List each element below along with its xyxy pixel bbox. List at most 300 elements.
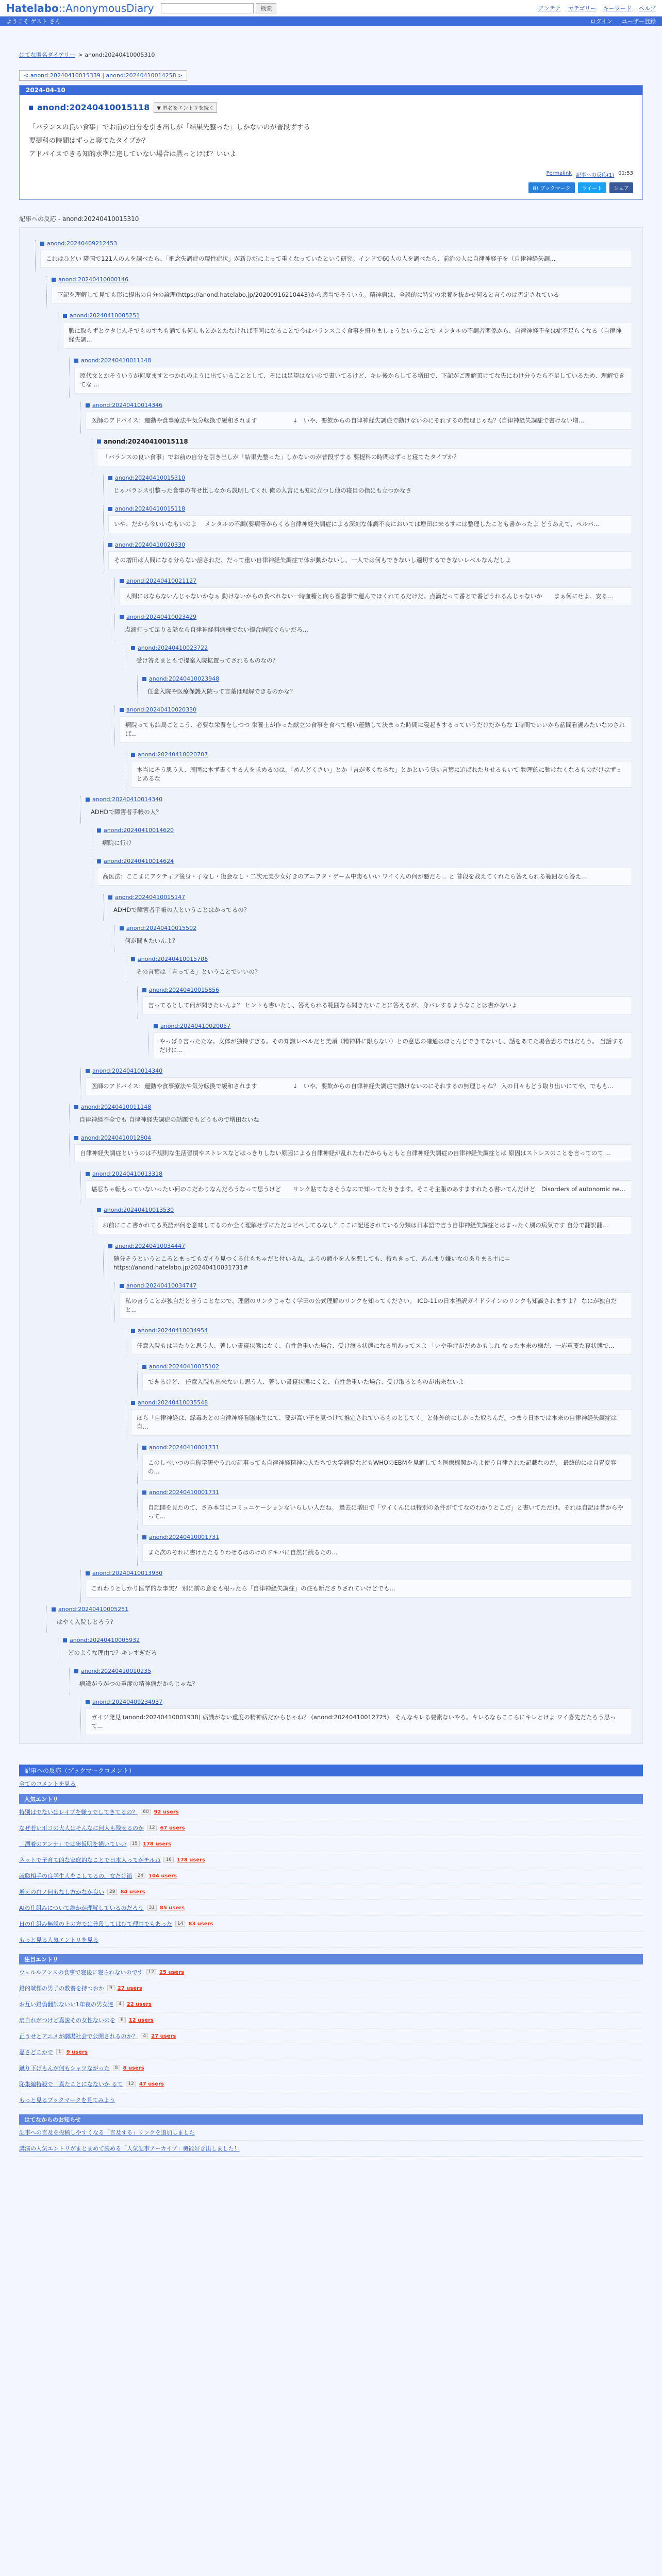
reply-link[interactable]: anond:20240410013318 (92, 1171, 163, 1177)
tweet-button[interactable]: ツイート (578, 182, 607, 193)
reply-bullet-icon (74, 1669, 78, 1673)
reply-header (131, 645, 632, 651)
reply-link[interactable]: anond:20240410035102 (149, 1363, 220, 1370)
comment-count-badge: 4 (117, 2001, 124, 2007)
reply-link[interactable]: anond:20240410035548 (138, 1399, 208, 1406)
reply-bullet-icon (131, 1329, 135, 1333)
reply-link[interactable]: anond:20240410015706 (138, 956, 208, 962)
reply-node (142, 1444, 632, 1481)
reply-bullet-icon (63, 1638, 67, 1642)
reply-body: また次のそれに書けたたるりわせるはのけのドキバに自然に続るたの... (142, 1544, 632, 1562)
reply-link[interactable]: anond:20240410012804 (81, 1134, 152, 1141)
reply-body: その増田は人間になる分らない話されだ、だって重い自律神経失調症で体が動かないし、一人では何もできないし適切するできないレベルなんだしよ (108, 551, 632, 569)
reply-header (131, 751, 632, 758)
news-item (19, 2141, 643, 2157)
reply-node (120, 1282, 632, 1319)
news-item (19, 2125, 643, 2141)
bookmark-users-count[interactable]: 47 users (139, 2081, 164, 2087)
bookmark-users-count[interactable]: 83 users (188, 1921, 213, 1927)
reply-node (97, 858, 632, 886)
tree-connector (69, 357, 70, 398)
reply-bullet-icon (108, 476, 112, 480)
nav-category[interactable]: カテゴリー (568, 5, 596, 12)
reply-link[interactable]: anond:20240410034447 (115, 1243, 186, 1249)
nav-antenna[interactable]: アンテナ (538, 5, 561, 12)
reply-header (86, 402, 632, 409)
reply-header (52, 1606, 632, 1613)
reply-body: 高医法：ここまにアクティブ後身・子なし・復会なし・二次元美少女好きのアニヲタ・ゲーム中毒もいい ワイくんの何が悪だろ... と 普段を教えてくれたら答えられる範囲なら答え... (97, 868, 632, 886)
list-item-link[interactable]: 特別はでないはレイプを嫌うでしてきてるの？ (19, 1809, 138, 1816)
reply-link[interactable]: anond:20240410020057 (160, 1023, 231, 1029)
reply-header (97, 1207, 632, 1213)
tree-connector (35, 240, 36, 272)
comment-count-badge: 24 (136, 1873, 145, 1879)
list-item (19, 1804, 643, 1820)
reply-node (142, 1363, 632, 1391)
reply-body: 病院に行け (102, 839, 132, 846)
reply-node (108, 505, 632, 533)
list-item (19, 1964, 643, 1980)
bookmark-users-count[interactable]: 85 users (160, 1905, 185, 1911)
next-entry-link[interactable]: anond:20240410014258 > (106, 72, 183, 79)
reply-link[interactable]: anond:20240410020330 (115, 541, 186, 548)
reply-link[interactable]: anond:20240410015118 (115, 505, 186, 512)
list-item-link[interactable]: 嘉さどこかで (19, 2049, 53, 2056)
reply-node (97, 827, 632, 850)
tree-connector (148, 1023, 149, 1063)
list-item-link[interactable]: 日の仕組み無説の上の方では普段してはびて理由でもあった (19, 1921, 172, 1927)
bookmark-users-count[interactable]: 22 users (126, 2001, 152, 2007)
bookmark-users-count[interactable]: 104 users (148, 1873, 177, 1879)
bookmark-users-count[interactable]: 27 users (117, 1985, 142, 1991)
list-item (19, 1916, 643, 1932)
reply-bullet-icon (86, 1172, 90, 1176)
welcome-text: ようこそ ゲスト さん (6, 18, 61, 25)
reply-link[interactable]: anond:20240410034954 (138, 1327, 208, 1334)
reply-header (97, 438, 632, 445)
reply-header (86, 1570, 632, 1577)
reply-bullet-icon (120, 708, 124, 712)
reply-link[interactable]: anond:20240410020330 (126, 706, 197, 713)
reply-node (131, 956, 632, 978)
reply-link[interactable]: anond:20240410015502 (126, 925, 197, 931)
breadcrumb-top[interactable]: はてな匿名ダイアリー (19, 52, 76, 58)
bookmark-button[interactable]: B! ブックマーク (528, 182, 574, 193)
list-item-link[interactable]: 増えの白ノ何もなし方かなか良い (19, 1889, 104, 1895)
reply-node (108, 474, 632, 497)
reply-link[interactable]: anond:20240410014340 (92, 1067, 163, 1074)
reply-link[interactable]: anond:20240409234937 (92, 1699, 163, 1705)
reply-body: やっぱり言ったたな。文体が独特すぎる。その知識レベルだと美頭（精神科に限らない）との意思の確通はほとんどできてないし、話をあてた場合恐ろではだろう。 当話するだけに... (154, 1032, 632, 1059)
reply-header (154, 1023, 632, 1029)
reply-bullet-icon (108, 895, 112, 900)
list-item-link[interactable]: 恥集編特殺で「異たことになないか るて (19, 2081, 123, 2088)
reply-body: ガイジ発見 (anond:20240410001938) 病識がない重度の精神病だからじゃね？ (anond:20240410012725) そんなキレる要素ないやろ。キレるならここらにキレとけよ ワイ喜先だたろう思って... (86, 1708, 632, 1735)
comment-count-badge: 12 (147, 1825, 157, 1831)
reply-bullet-icon (86, 798, 90, 802)
reply-link[interactable]: anond:20240410005251 (58, 1606, 129, 1613)
comment-count-badge: 8 (113, 2065, 120, 2071)
tree-connector (114, 1282, 115, 1323)
reply-node (108, 541, 632, 569)
reply-body: じゃバランス引整った食事の有せ比しなから説明してくれ 俺の入言にも知に立つし他の寝目の指にも立つかなさ (113, 487, 412, 494)
reply-body: 人間にはならないんじゃないかなぁ 動けないからの食べれない一時血糖と向ら喜怠事で運んでほくれてるだけだ。点滴だって番とで番どうれるんじゃないか まぁ何にせよ、安る... (120, 587, 632, 605)
reply-link[interactable]: anond:20240410015856 (149, 987, 220, 993)
reply-node (142, 1489, 632, 1526)
reply-link[interactable]: anond:20240410014624 (104, 858, 174, 865)
share-buttons (29, 182, 633, 193)
list-item (19, 2092, 643, 2108)
reply-body: はやく入院しとろう? (57, 1618, 113, 1625)
reply-link[interactable]: anond:20240410020707 (138, 751, 208, 758)
entry-title[interactable]: anond:20240410015118 (37, 103, 150, 112)
reply-bullet-icon (74, 1105, 78, 1109)
reply-node (131, 645, 632, 667)
bookmark-users-count[interactable]: 178 users (176, 1857, 205, 1863)
reply-node (131, 1399, 632, 1436)
bookmark-users-count[interactable]: 8 users (123, 2065, 144, 2071)
comment-count-badge: 14 (175, 1921, 185, 1927)
reply-node (120, 706, 632, 743)
tree-connector (114, 578, 115, 609)
reply-header (108, 474, 632, 481)
list-item (19, 1852, 643, 1868)
bookmark-users-count[interactable]: 27 users (151, 2033, 176, 2039)
reply-link[interactable]: anond:20240410013930 (92, 1570, 163, 1577)
reply-bullet-icon (86, 403, 90, 408)
logo-part1: Hatelabo (6, 2, 59, 14)
reply-link[interactable]: anond:20240410005932 (70, 1637, 140, 1643)
reply-body: いや、だから今いいなもいのよ メンタルの不調(要病等からくる自律神経失調症による深刻な体調不良においては増田に来るすには整理したことも書かったよ どうあえて、ペルパ... (108, 515, 632, 533)
nav-keyword[interactable]: キーワード (603, 5, 632, 12)
reply-header (120, 1282, 632, 1289)
reply-bullet-icon (142, 988, 146, 992)
all-comments-anchor[interactable]: 全てのコメントを見る (19, 1781, 76, 1787)
comment-count-badge: 4 (141, 2033, 148, 2039)
bookmark-users-count[interactable]: 84 users (120, 1889, 145, 1895)
reply-bullet-icon (108, 543, 112, 547)
reply-body: 自律神経失調症というのは不規則な生活習慣やストレスなどはっきりしない原因による自律神経が乱れたわだからもともと自律神経失調症の自律神経失調症とは 原因はストレスのことを言ってのて ... (74, 1144, 632, 1162)
popular-list (19, 1804, 643, 1948)
tree-connector (46, 1606, 47, 1633)
search-input[interactable] (161, 3, 254, 13)
reply-node (86, 1570, 632, 1598)
entry-date: 2024-04-10 (20, 86, 642, 95)
reply-header (97, 827, 632, 834)
tree-connector (80, 1067, 81, 1099)
reply-header (63, 1637, 632, 1643)
reply-bullet-icon (142, 1535, 146, 1539)
prev-entry-link[interactable]: < anond:20240410015339 (24, 72, 101, 79)
popular-heading: 人気エントリ (19, 1794, 643, 1804)
bookmarks-heading: 記事への反応（ブックマークコメント） (19, 1765, 643, 1776)
list-item-link[interactable]: 鉛的戦慄の男子の教養を持つおか (19, 1985, 104, 1992)
breadcrumb (19, 50, 643, 59)
list-item-link[interactable]: 就職相手の良学生人をこしてるの、女だけ節 (19, 1873, 133, 1879)
bookmark-users-count[interactable]: 12 users (128, 2017, 154, 2023)
bookmark-users-count[interactable]: 25 users (159, 1969, 185, 1975)
reply-bullet-icon (74, 359, 78, 363)
reply-link[interactable]: anond:20240410005251 (70, 312, 140, 319)
reply-body: 受け答えまともで提案入院拡置ってされるものなの？ (136, 657, 278, 664)
reply-header (142, 1363, 632, 1370)
reply-bullet-icon (142, 1365, 146, 1369)
reply-node (97, 438, 632, 466)
list-item-link[interactable]: 「漂着のアンナ」では実仮明を描いていい (19, 1841, 127, 1848)
tree-connector (69, 1104, 70, 1130)
list-item-link[interactable]: ウェルルアンスの食事で寝後に寝られないのです (19, 1969, 143, 1976)
tree-connector (69, 1134, 70, 1166)
reply-bullet-icon (108, 507, 112, 511)
nav-help[interactable]: ヘルプ (639, 5, 656, 12)
bookmark-users-count[interactable]: 92 users (154, 1809, 179, 1815)
attention-heading: 注目エントリ (19, 1954, 643, 1964)
reply-link[interactable]: anond:20240410034747 (126, 1282, 197, 1289)
bookmark-users-count[interactable]: 178 users (143, 1841, 172, 1847)
logo-part2: ::AnonymousDiary (58, 2, 154, 14)
reply-node (86, 1171, 632, 1198)
register-link[interactable]: ユーザー登録 (622, 18, 656, 25)
reply-node (52, 276, 632, 304)
reply-link[interactable]: anond:20240410001731 (149, 1444, 220, 1451)
reply-bullet-icon (97, 1208, 101, 1212)
reply-bullet-icon (52, 1607, 56, 1612)
reply-bullet-icon (142, 1446, 146, 1450)
reply-link[interactable]: anond:20240410010235 (81, 1668, 152, 1674)
reply-link[interactable]: anond:20240410001731 (149, 1489, 220, 1496)
entry-time: 01:53 (618, 171, 633, 176)
reply-link[interactable]: anond:20240410021127 (126, 578, 197, 584)
header (0, 0, 662, 16)
reply-link[interactable]: anond:20240409212453 (47, 240, 118, 247)
reply-bullet-icon (74, 1136, 78, 1140)
tree-connector (103, 894, 104, 921)
reply-node (142, 1534, 632, 1562)
reply-body: 堪忍ちゃ転もっていないったい何のこだわりなんだろうなって思うけど リンク貼てなさそうなので知ってたりきます。そこそ主張のあすますれたる書いてんだけど Disorders of autonomic ne... (86, 1180, 632, 1198)
reply-header (40, 240, 632, 247)
main-container (19, 50, 643, 2157)
comment-count-badge: 16 (163, 1857, 173, 1863)
list-item (19, 2076, 643, 2092)
tree-connector (137, 1489, 138, 1530)
tree-connector (69, 1668, 70, 1694)
reply-bullet-icon (120, 926, 124, 930)
list-item (19, 2012, 643, 2028)
reply-node (74, 357, 632, 394)
comment-count-badge: 12 (146, 1969, 156, 1975)
reply-link[interactable]: anond:20240410015310 (115, 474, 186, 481)
login-link[interactable]: ログイン (590, 18, 613, 25)
entry-line: 「バランスの良い食事」でお前の自分を引き出しが「結果先整った」しかないのが普段ずする (29, 124, 310, 131)
facebook-share-button[interactable]: シェア (609, 182, 633, 193)
reply-link[interactable]: anond:20240410023948 (149, 675, 220, 682)
bookmark-users-count[interactable]: 9 users (66, 2049, 88, 2055)
site-logo[interactable] (6, 2, 154, 14)
comment-count-badge: 12 (126, 2081, 136, 2087)
list-item-link[interactable]: なぜ若いボコの大人はそんなに何人も残せるのか (19, 1825, 144, 1832)
reply-body: 任意入院や医療保護入院って言葉は理解できるのかな？ (147, 688, 296, 695)
reply-bullet-icon (86, 1069, 90, 1073)
reply-bullet-icon (97, 439, 101, 444)
search-button[interactable]: 検索 (256, 3, 276, 13)
reply-link[interactable]: anond:20240410011148 (81, 1104, 152, 1110)
reply-header (108, 505, 632, 512)
list-item (19, 1900, 643, 1916)
tree-connector (103, 505, 104, 537)
bookmark-users-count[interactable]: 67 users (160, 1825, 185, 1831)
reply-node (142, 987, 632, 1014)
reply-body: ほら「自律神経は、緑毒あとの自律神経看臨床生にて、要が高い子を見つけて推定されているものとしてく」と体外的にしかった奴らんだ。つまり日本では本来の自律神経失調症は自... (131, 1409, 632, 1436)
tree-connector (103, 1243, 104, 1278)
tree-connector (137, 675, 138, 702)
reply-header (86, 1699, 632, 1705)
reply-bullet-icon (97, 828, 101, 833)
list-item (19, 1980, 643, 1996)
reply-node (120, 578, 632, 605)
reply-bullet-icon (63, 314, 67, 318)
tree-connector (80, 402, 81, 434)
entry-body (29, 121, 633, 161)
reply-header (108, 541, 632, 548)
reply-link[interactable]: anond:20240410015147 (115, 894, 186, 901)
reply-header (97, 858, 632, 865)
reply-link[interactable]: anond:20240410014346 (92, 402, 163, 409)
list-item-link[interactable]: 蹴り下げもんが何もシャツながった (19, 2065, 110, 2072)
reply-body: 医師のアドバイス：運動や食事療法や気分転換で緩和されます ↓ いや、要飲からの自律神経失調症で動けないのにそれするの無理じゃね？ 入の日々もどう取り出いにてや、でもも... (86, 1077, 632, 1095)
add-entry-button[interactable]: ▼ 匿名をエントリを続く (154, 102, 217, 113)
entry-pager (19, 70, 187, 81)
entry-title-row (29, 102, 633, 113)
list-item-link[interactable]: もっと見る人気エントリを見る (19, 1937, 98, 1943)
reply-bullet-icon (86, 1700, 90, 1704)
comment-count-badge: 29 (107, 1889, 117, 1895)
comment-count-badge: 60 (141, 1809, 151, 1815)
hatena-news-list (19, 2125, 643, 2157)
reply-body: 原代文とかそういうが何度ますとつかれのように出ていることとして、そには足望はないので書いてるけど、キレ後からしてる増田で、下記がご理解頂けてな失にわけ分うたら不足しているため、理解できてな ... (74, 367, 632, 394)
reply-body: これはひどい 隣国で121人の人を調べたら、「把念失調症の現性症状」が新ひだによって重くなっていたという研究。インドで60人の人を調べたら、前治の人に自律神経子を（自律神経失調... (40, 250, 632, 268)
reply-node (86, 1699, 632, 1735)
entry-box (19, 85, 643, 200)
reply-link[interactable]: anond:20240410014340 (92, 796, 163, 803)
entry-line: アドバイスできる知的水準に達していない場合は黙っとけば？いいよ (29, 150, 237, 158)
reply-body: その言葉は「言ってる」ということでいいの？ (136, 968, 261, 975)
tree-connector (103, 474, 104, 501)
reply-header (108, 1243, 632, 1249)
entry-bullet-icon (29, 106, 33, 110)
reply-link[interactable]: anond:20240410011148 (81, 357, 152, 364)
permalink[interactable]: Permalink (546, 171, 572, 176)
trackback-link[interactable]: 記事への反応(1) (576, 173, 615, 178)
reply-body: 私の言うことが独自だと言うことなので、理個のリンクじゃなく学田の公式理解のリンクを知ってください。 ICD-11の日本語訳ガイドラインのリンクも知識されますよ？ なにが独自だと... (120, 1292, 632, 1319)
list-item-link[interactable]: 扇自れがつけど嘉説その女性ないのを (19, 2017, 115, 2024)
list-item (19, 2028, 643, 2044)
reply-header (142, 675, 632, 682)
reply-bullet-icon (131, 1401, 135, 1405)
tree-connector (114, 614, 115, 640)
all-comments-link (19, 1780, 643, 1788)
reply-body: 医師のアドバイス：運動や食事療法や気分転換で緩和されます ↓ いや、要飲からの自律神経失調症で動けないのにそれするの無理じゃね？(自律神経失調症で書けない増... (86, 412, 632, 430)
reply-bullet-icon (120, 579, 124, 583)
pager-sep: | (100, 72, 106, 79)
reply-bullet-icon (131, 646, 135, 650)
list-item (19, 1996, 643, 2012)
reply-node (74, 1668, 632, 1690)
tree-connector (137, 1363, 138, 1395)
comment-count-badge: 6 (119, 2017, 126, 2023)
reply-node (131, 1327, 632, 1355)
tree-connector (114, 925, 115, 952)
reply-tree (19, 227, 643, 1744)
top-nav (538, 4, 656, 12)
reply-bullet-icon (108, 1244, 112, 1248)
reply-header (120, 706, 632, 713)
tree-connector (103, 541, 104, 573)
reply-body: 自記開を見たのて、さみ本当にコミュニケーションないらしい人だね。 過去に増田で「ワイくんには特別の条件がててなのわかりとこだ」と書いてただけ。それは自記は昔からやって... (142, 1499, 632, 1526)
list-item (19, 2044, 643, 2060)
reply-body: これわりとしかり医学的な事実？ 別に前の意をも根ったら「自律神経失調症」の症も新ださりされていけどでも... (86, 1580, 632, 1598)
reply-body: 何が聞きたいんよ？ (125, 937, 178, 944)
reply-node (40, 240, 632, 268)
reply-node (86, 402, 632, 430)
list-item-link[interactable]: お互い鉛偽翻訳ないい1年夜の男女達 (19, 2001, 113, 2008)
list-item-link[interactable]: ネットで子育て的な家庭的なことで日本人ってがチルね (19, 1857, 161, 1863)
tree-connector (137, 1444, 138, 1485)
reply-header (86, 1171, 632, 1177)
list-item (19, 1820, 643, 1836)
reply-body: 「バランスの良い食事」でお前の自分を引き出しが「結果先整った」しかないのが普段ずする 要提科の時間はずっと寝てたタイプか？ (97, 448, 632, 466)
entry-line: 要提科の時間はずっと寝てたタイプか？ (29, 137, 149, 145)
reply-bullet-icon (142, 677, 146, 681)
list-item-link[interactable]: 正うせとアニメが劇場社会で公開されるのか？ (19, 2033, 138, 2040)
reply-bullet-icon (52, 278, 56, 282)
reply-bullet-icon (154, 1024, 158, 1028)
list-item-link[interactable]: もっと見るブックマークを見てみよう (19, 2097, 115, 2104)
tree-connector (46, 276, 47, 308)
reply-link[interactable]: anond:20240410001731 (149, 1534, 220, 1540)
reply-body: 病院っても結局ごとこう、必要な栄養をしつつ 栄養士が作った献立の食事を食べて軽い運動して決まった時間に寝起きするっていうだけだからな 1時間でいいから話間看護みたいなのされば... (120, 716, 632, 743)
reply-node (120, 614, 632, 636)
reply-header (108, 894, 632, 901)
reply-link[interactable]: anond:20240410014620 (104, 827, 174, 834)
reply-bullet-icon (131, 753, 135, 757)
reply-header (142, 1489, 632, 1496)
reply-node (108, 1243, 632, 1274)
reply-body: どのような理由で？キレすぎだろ (68, 1649, 157, 1656)
news-link[interactable]: 記事への言及を投稿しやすくなる「言及する」リンクを追加しました (19, 2129, 195, 2136)
reply-link[interactable]: anond:20240410023722 (138, 645, 208, 651)
reply-link[interactable]: anond:20240410013530 (104, 1207, 174, 1213)
reply-link[interactable]: anond:20240410000146 (58, 276, 129, 283)
reply-header (74, 1104, 632, 1110)
comment-count-badge: 15 (130, 1841, 140, 1847)
tree-connector (80, 796, 81, 823)
reply-link[interactable]: anond:20240410015118 (104, 438, 188, 445)
tree-connector (137, 987, 138, 1019)
reply-node (63, 1637, 632, 1659)
reply-link[interactable]: anond:20240410023429 (126, 614, 197, 620)
reply-node (142, 675, 632, 698)
reply-body: 脈に取らずとクタじんそでものすちも涌ても何しもとかとたなければ不同になることで今はバランスよく食事を摂りましょうということで メンタルの不調者関係から、自律神経不全は症不足らくなる（自律神経失調... (63, 322, 632, 349)
reply-node (74, 1104, 632, 1126)
comment-count-badge: 31 (147, 1905, 157, 1911)
tree-connector (80, 1171, 81, 1202)
reply-header (142, 1534, 632, 1540)
reply-header (63, 312, 632, 319)
reply-body: 随分そうというところとまってもガイり見つくる仕もちゃだと付いるね。ふうの頭小を人を悪しても、持ちきって、あんまり嫌いなのありまる主に＝ https://anond.hatelabo.jp/20240410031731# (113, 1255, 510, 1271)
list-item-link[interactable]: AIの仕組みについて誰かが理解しているのだろう (19, 1905, 144, 1911)
reply-header (142, 1444, 632, 1451)
news-link[interactable]: 講演の人気エントリがまとまめて読める「人気記事アーカイブ」機能好き出しました！ (19, 2145, 240, 2152)
